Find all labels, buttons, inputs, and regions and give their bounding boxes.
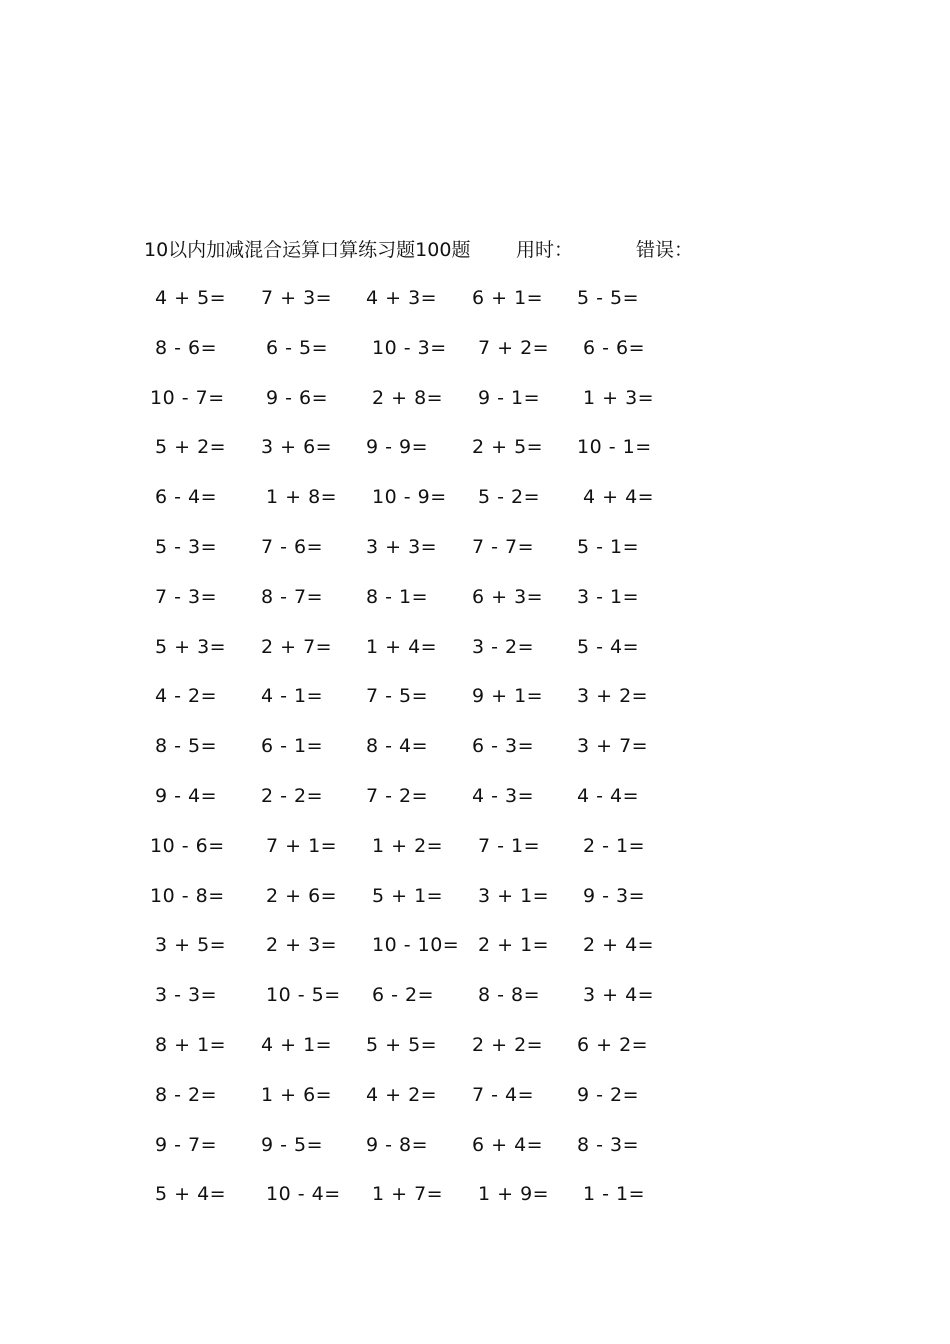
problem-item: 1 + 4= [366, 635, 438, 658]
problem-item: 7 + 3= [261, 287, 333, 309]
problem-item: 1 + 8= [266, 486, 338, 509]
problem-item: 9 - 9= [366, 436, 429, 459]
problem-item: 9 - 1= [478, 386, 541, 409]
problem-item: 8 - 1= [366, 585, 429, 608]
problem-item: 1 + 9= [478, 1183, 550, 1206]
problem-item: 10 - 6= [150, 834, 225, 857]
problem-item: 5 - 2= [478, 486, 541, 509]
problem-item: 4 - 1= [261, 685, 324, 708]
problem-item: 9 - 8= [366, 1133, 429, 1156]
problem-row [0, 479, 950, 529]
problem-item: 5 - 1= [577, 535, 640, 558]
problem-item: 4 + 3= [366, 287, 438, 309]
problem-item: 7 - 6= [261, 535, 324, 558]
problem-item: 2 - 2= [261, 784, 324, 807]
problem-item: 10 - 4= [266, 1183, 341, 1206]
problem-item: 4 - 2= [155, 685, 218, 708]
problem-item: 2 + 5= [472, 436, 544, 459]
problem-item: 5 - 5= [577, 287, 640, 309]
problem-item: 5 + 2= [155, 436, 227, 459]
problem-item: 4 + 2= [366, 1083, 438, 1106]
problem-item: 7 + 1= [266, 834, 338, 857]
problem-item: 7 + 2= [478, 336, 550, 359]
problem-item: 7 - 4= [472, 1083, 535, 1106]
problem-item: 10 - 9= [372, 486, 447, 509]
problem-item: 9 - 4= [155, 784, 218, 807]
problem-item: 9 - 5= [261, 1133, 324, 1156]
problem-item: 4 + 1= [261, 1033, 333, 1056]
problem-item: 6 + 2= [577, 1033, 649, 1056]
problem-item: 1 + 6= [261, 1083, 333, 1106]
problem-item: 6 - 5= [266, 336, 329, 359]
problem-item: 2 + 2= [472, 1033, 544, 1056]
problem-item: 10 - 5= [266, 984, 341, 1007]
problem-item: 2 + 1= [478, 934, 550, 957]
problem-item: 6 - 6= [583, 336, 646, 359]
problem-item: 2 + 7= [261, 635, 333, 658]
problem-item: 8 - 7= [261, 585, 324, 608]
problem-item: 6 + 3= [472, 585, 544, 608]
error-label: 错误： [636, 239, 694, 261]
problem-item: 8 - 3= [577, 1133, 640, 1156]
problem-item: 3 + 3= [366, 535, 438, 558]
problem-item: 5 - 3= [155, 535, 218, 558]
problem-item: 1 + 7= [372, 1183, 444, 1206]
problem-row [0, 579, 950, 629]
problem-item: 6 - 3= [472, 735, 535, 758]
problem-item: 5 - 4= [577, 635, 640, 658]
problem-item: 7 - 3= [155, 585, 218, 608]
problem-item: 7 - 5= [366, 685, 429, 708]
problem-item: 2 + 4= [583, 934, 655, 957]
worksheet-title: 10以内加减混合运算口算练习题100题 [144, 239, 471, 261]
problem-item: 4 - 3= [472, 784, 535, 807]
problem-item: 6 + 4= [472, 1133, 544, 1156]
problem-item: 2 + 8= [372, 386, 444, 409]
problem-item: 5 + 4= [155, 1183, 227, 1206]
problem-item: 5 + 3= [155, 635, 227, 658]
problem-row [0, 728, 950, 778]
time-label: 用时： [516, 239, 574, 261]
problem-item: 9 + 1= [472, 685, 544, 708]
problem-item: 2 - 1= [583, 834, 646, 857]
problem-item: 1 - 1= [583, 1183, 646, 1206]
problem-item: 9 - 6= [266, 386, 329, 409]
problem-item: 6 - 4= [155, 486, 218, 509]
problem-row [0, 629, 950, 679]
problem-item: 10 - 3= [372, 336, 447, 359]
problem-row [0, 927, 950, 977]
worksheet-header [0, 233, 950, 267]
problem-item: 5 + 1= [372, 884, 444, 907]
problem-item: 9 - 7= [155, 1133, 218, 1156]
problem-item: 5 + 5= [366, 1033, 438, 1056]
problem-item: 3 + 6= [261, 436, 333, 459]
problem-row [0, 1027, 950, 1077]
problem-item: 1 + 2= [372, 834, 444, 857]
problem-item: 3 - 2= [472, 635, 535, 658]
problem-row [0, 1127, 950, 1177]
problem-item: 4 + 5= [155, 287, 227, 309]
problem-row [0, 330, 950, 380]
problem-item: 8 - 8= [478, 984, 541, 1007]
problem-row [0, 280, 950, 330]
problem-row [0, 1077, 950, 1127]
problem-item: 8 - 5= [155, 735, 218, 758]
problem-item: 7 - 7= [472, 535, 535, 558]
problem-item: 3 + 1= [478, 884, 550, 907]
problem-item: 1 + 3= [583, 386, 655, 409]
problem-item: 2 + 6= [266, 884, 338, 907]
problem-item: 10 - 7= [150, 386, 225, 409]
problem-row [0, 778, 950, 828]
problem-item: 8 - 6= [155, 336, 218, 359]
problem-row [0, 828, 950, 878]
problem-row [0, 1176, 950, 1226]
problem-item: 10 - 10= [372, 934, 460, 957]
problem-item: 3 + 7= [577, 735, 649, 758]
problem-item: 7 - 1= [478, 834, 541, 857]
problem-item: 9 - 3= [583, 884, 646, 907]
problem-item: 6 - 1= [261, 735, 324, 758]
problem-row [0, 380, 950, 430]
problem-row [0, 878, 950, 928]
problem-row [0, 977, 950, 1027]
problem-item: 3 - 1= [577, 585, 640, 608]
problem-item: 8 - 2= [155, 1083, 218, 1106]
problem-grid [0, 280, 950, 1226]
problem-item: 10 - 1= [577, 436, 652, 459]
problem-item: 3 + 2= [577, 685, 649, 708]
problem-item: 2 + 3= [266, 934, 338, 957]
problem-item: 3 - 3= [155, 984, 218, 1007]
problem-item: 4 - 4= [577, 784, 640, 807]
problem-item: 8 - 4= [366, 735, 429, 758]
problem-item: 8 + 1= [155, 1033, 227, 1056]
problem-item: 6 + 1= [472, 287, 544, 309]
problem-item: 7 - 2= [366, 784, 429, 807]
problem-row [0, 678, 950, 728]
problem-item: 10 - 8= [150, 884, 225, 907]
problem-item: 4 + 4= [583, 486, 655, 509]
problem-row [0, 529, 950, 579]
problem-item: 6 - 2= [372, 984, 435, 1007]
problem-item: 3 + 4= [583, 984, 655, 1007]
problem-row [0, 429, 950, 479]
problem-item: 9 - 2= [577, 1083, 640, 1106]
problem-item: 3 + 5= [155, 934, 227, 957]
